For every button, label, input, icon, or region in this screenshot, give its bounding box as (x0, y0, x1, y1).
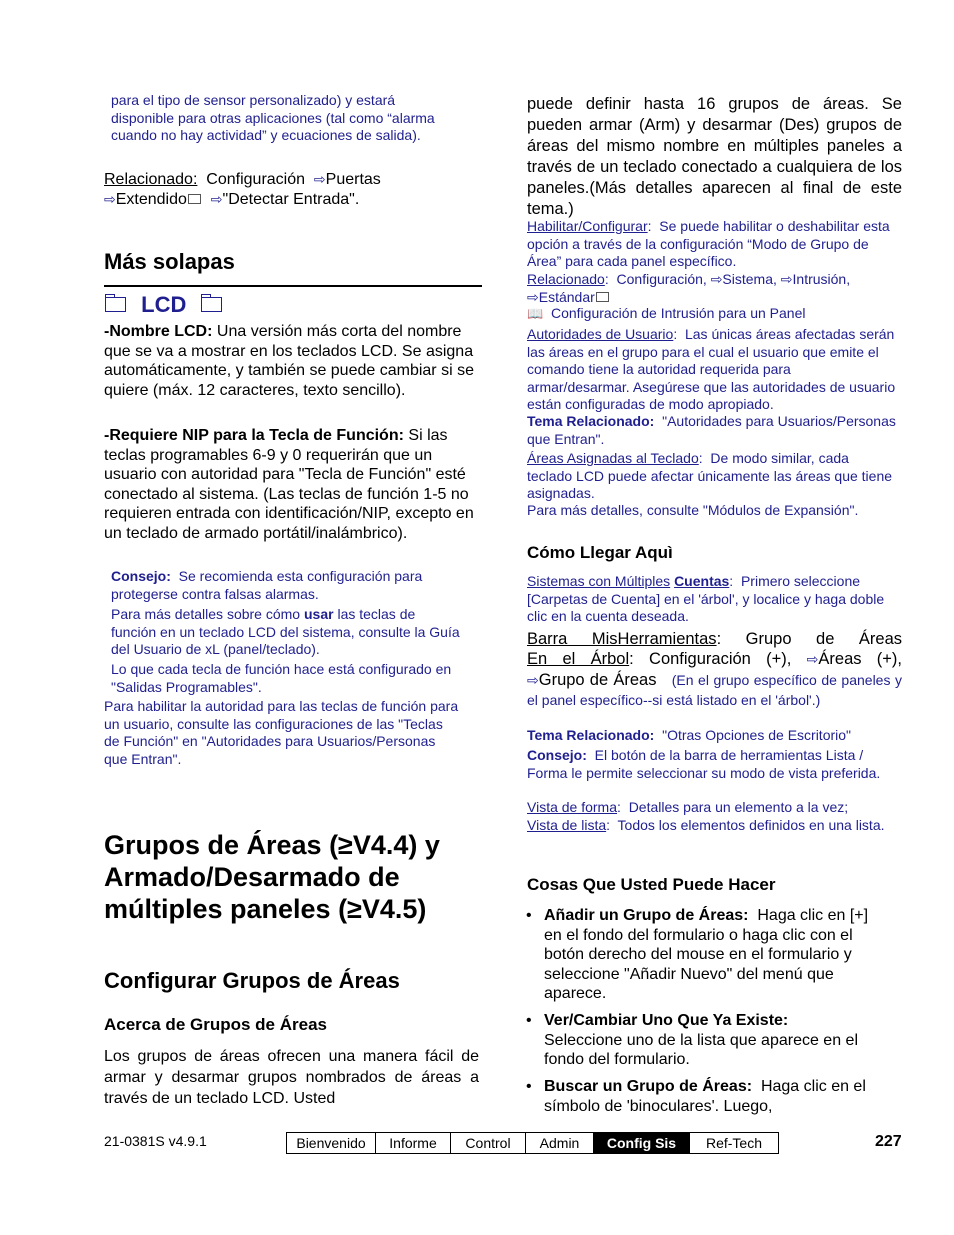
related-line: Relacionado: Configuración ⇨Puertas ⇨Extendido ⇨"Detectar Entrada". (104, 171, 381, 208)
nav-ref-tech[interactable]: Ref-Tech (705, 1135, 763, 1151)
nav-config-sis[interactable]: Config Sis (594, 1133, 690, 1153)
main-heading: Grupos de Áreas (≥V4.4) y Armado/Desarmado de múltiples paneles (≥V4.5) (104, 830, 440, 924)
nav-informe[interactable]: Informe (376, 1133, 451, 1153)
vista-forma-note: Vista de forma: Detalles para un elemento a la vez; (527, 799, 849, 815)
list-item: • Ver/Cambiar Uno Que Ya Existe: Seleccione uno de la lista que aparece en el fondo del formulario. (544, 1011, 884, 1070)
barra-line: Barra MisHerramientas: Grupo de Áreas (527, 630, 903, 648)
loque-note: Lo que cada tecla de función hace está configurado en "Salidas Programables". (111, 661, 452, 695)
mas-solapas-heading: Más solapas (104, 249, 235, 274)
acerca-text: Los grupos de áreas ofrecen una manera fácil de armar y desarmar grupos nombrados de áreas a través de un teclado LCD. Usted (104, 1048, 479, 1107)
folder-icon (105, 297, 126, 312)
arrow-right-icon: ⇨ (104, 190, 116, 207)
list-item: • Buscar un Grupo de Áreas: Haga clic en el símbolo de 'binoculares'. Luego, (544, 1077, 884, 1116)
tema-note: Tema Relacionado: "Autoridades para Usuarios/Personas que Entran". (527, 413, 896, 447)
tema2-note: Tema Relacionado: "Otras Opciones de Escritorio" (527, 727, 852, 743)
intro-text: puede definir hasta 16 grupos de áreas. Se pueden armar (Arm) y desarmar (Des) grupos de áreas del mismo nombre en múltiples paneles a través de un teclado conectado a cualquiera de los paneles.(Más detalles aparecen al final de este tema.) (527, 95, 902, 218)
vista-lista-note: Vista de lista: Todos los elementos definidos en una lista. (527, 817, 885, 833)
arrow-right-icon: ⇨ (527, 672, 539, 688)
arrow-right-icon: ⇨ (710, 271, 723, 287)
detalles-note: Para más detalles sobre cómo usar las teclas de función en un teclado LCD del sistema, consulte la Guía del Usuario de xL (panel/teclado). (111, 606, 460, 657)
arrow-right-icon: ⇨ (806, 651, 819, 667)
nombre-lcd-item: -Nombre LCD: Una versión más corta del nombre que se va a mostrar en los teclados LCD. Se asigna automáticamente, y también se puede cambiar si se quiere (máx. 12 caracteres, texto sencillo). (104, 323, 474, 399)
nav-control[interactable]: Control (451, 1133, 526, 1153)
list-item: • Añadir un Grupo de Áreas: Haga clic en [+] en el fondo del formulario o haga clic con el botón derecho del mouse en el formulario y seleccione "Añadir Nuevo" del menú que aparece. (544, 906, 884, 1004)
cosas-heading: Cosas Que Usted Puede Hacer (527, 875, 776, 894)
page-number: 227 (875, 1133, 902, 1150)
acerca-heading: Acerca de Grupos de Áreas (104, 1015, 327, 1034)
relacionado-note: Relacionado: Configuración, ⇨Sistema, ⇨Intrusión, ⇨Estándar (527, 271, 851, 305)
continued-note: para el tipo de sensor personalizado) y estará disponible para otras aplicaciones (tal como “alarma cuando no hay actividad” y ecuaciones de salida). (111, 92, 435, 143)
habilitar-note: Habilitar/Configurar: Se puede habilitar o deshabilitar esta opción a través de la configuración “Modo de Grupo de Área” para cada panel específico. (527, 218, 890, 269)
book-reference: 📖 Configuración de Intrusión para un Panel (527, 305, 806, 321)
consejo2-note: Consejo: El botón de la barra de herramientas Lista / Forma le permite seleccionar su modo de vista preferida. (527, 747, 881, 781)
arrow-right-icon: ⇨ (313, 171, 326, 187)
footer-nav (286, 1132, 779, 1154)
como-llegar-heading: Cómo Llegar Aquì (527, 543, 673, 562)
asignadas-note: Áreas Asignadas al Teclado: De modo similar, cada teclado LCD puede afectar únicamente las áreas que tiene asignadas. (527, 450, 893, 501)
folder-icon (188, 194, 201, 204)
nip-item: -Requiere NIP para la Tecla de Función: Si las teclas programables 6-9 y 0 requerirán que un usuario con autoridad para "Tecla de Función" esté conectado al sistema. (Las teclas de función 1-5 no requieren entrada con identificación/NIP, excepto en un teclado de armado portátil/inalámbrico). (104, 427, 474, 542)
lcd-tab-heading: LCD (104, 292, 223, 318)
folder-icon (596, 292, 609, 302)
arrow-right-icon: ⇨ (527, 288, 539, 305)
configurar-heading: Configurar Grupos de Áreas (104, 968, 400, 993)
book-icon: 📖 (527, 306, 544, 321)
doc-id: 21-0381S v4.9.1 (104, 1133, 207, 1149)
divider (104, 285, 482, 287)
nav-bienvenido[interactable]: Bienvenido (287, 1133, 376, 1153)
autoridades-note: Autoridades de Usuario: Las únicas áreas afectadas serán las áreas en el grupo para el cual el usuario que emite el comando tiene la autoridad requerida para armar/desarmar. Asegúrese que las autoridades de usuario están configuradas de modo apropiado. (527, 326, 896, 412)
arrow-right-icon: ⇨ (210, 190, 223, 207)
related-label[interactable]: Relacionado: (104, 171, 198, 188)
folder-icon (201, 297, 222, 312)
nav-admin[interactable]: Admin (526, 1133, 594, 1153)
sistemas-note: Sistemas con Múltiples Cuentas: Primero seleccione [Carpetas de Cuenta] en el 'árbol', y localice y haga doble clic en la cuenta deseada. (527, 573, 885, 624)
arrow-right-icon: ⇨ (780, 271, 793, 287)
habilitar-autoridad-note: Para habilitar la autoridad para las teclas de función para un usuario, consulte las configuraciones de las "Teclas de Función" en "Autoridades para Usuarios/Personas que Entran". (104, 698, 459, 767)
mas-detalles-note: Para más detalles, consulte "Módulos de Expansión". (527, 502, 859, 518)
arbol-line: En el Árbol: Configuración (+), ⇨Áreas (+), (527, 650, 902, 668)
consejo-note: Consejo: Se recomienda esta configuración para protegerse contra falsas alarmas. (111, 568, 423, 602)
arbol-line-2: ⇨Grupo de Áreas (En el grupo específico de paneles y el panel específico--si está listado en el 'árbol'.) (527, 671, 902, 708)
